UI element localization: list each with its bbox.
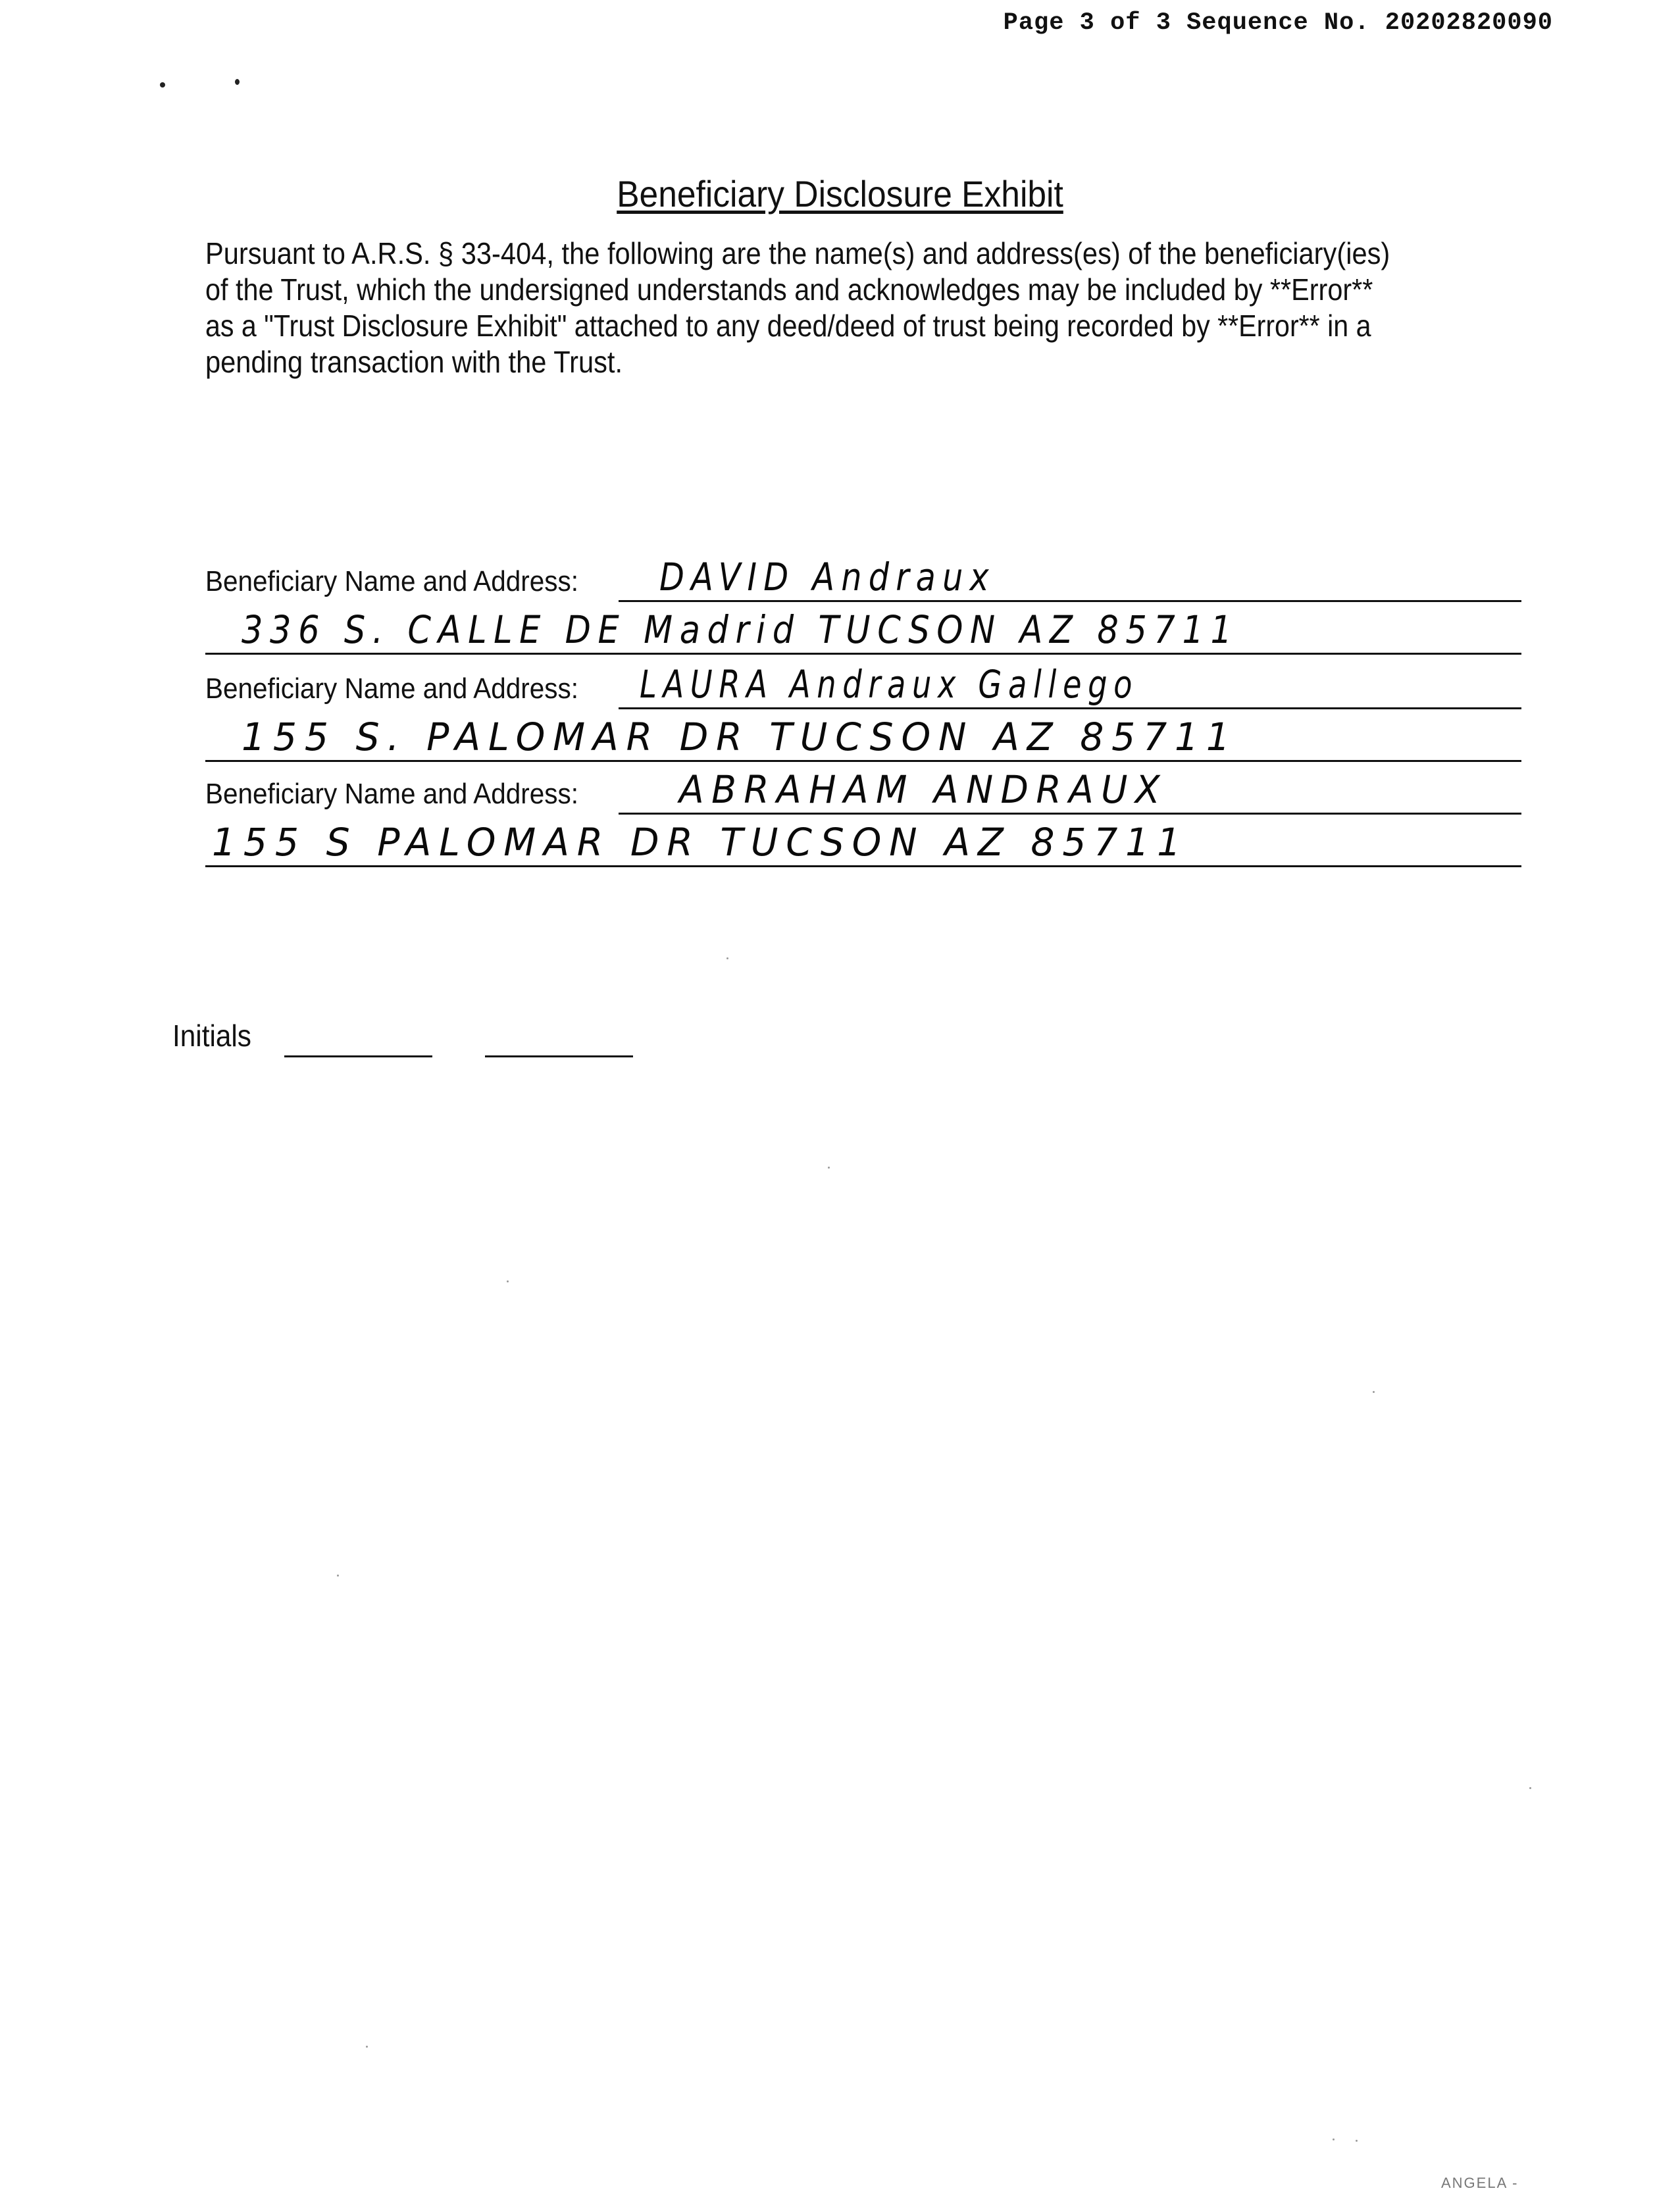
beneficiary-entry	[205, 556, 1521, 661]
scan-speck	[366, 2046, 368, 2048]
beneficiary-name-row	[205, 556, 1521, 602]
beneficiary-label: Beneficiary Name and Address:	[205, 778, 579, 810]
name-underline	[619, 600, 1521, 602]
beneficiary-label: Beneficiary Name and Address:	[205, 672, 579, 705]
paragraph-line: pending transaction with the Trust.	[205, 345, 623, 379]
initials-label: Initials	[172, 1019, 251, 1053]
address-underline	[205, 653, 1521, 655]
document-title: Beneficiary Disclosure Exhibit	[617, 173, 1063, 215]
address-underline	[205, 760, 1521, 762]
scan-speck	[507, 1280, 509, 1282]
scan-speck-mark	[235, 79, 240, 85]
paragraph-line: as a "Trust Disclosure Exhibit" attached to any deed/deed of trust being recorded by **Error** in a	[205, 309, 1371, 343]
disclosure-paragraph	[205, 236, 1561, 380]
scan-speck	[1529, 1787, 1531, 1789]
name-underline	[619, 707, 1521, 709]
scan-speck	[1356, 2140, 1358, 2142]
initials-blank-2[interactable]	[485, 1055, 633, 1057]
footer-code: ANGELA -	[1441, 2175, 1519, 2191]
page-sequence-header: Page 3 of 3 Sequence No. 20202820090	[1003, 9, 1553, 37]
paragraph-line: of the Trust, which the undersigned understands and acknowledges may be included by **Error**	[205, 272, 1373, 307]
beneficiary-entry	[205, 663, 1521, 769]
beneficiary-entry	[205, 769, 1521, 874]
beneficiary-address-handwritten: 155 S. PALOMAR DR TUCSON AZ 85711	[242, 715, 1238, 759]
beneficiary-label: Beneficiary Name and Address:	[205, 565, 579, 597]
initials-blank-1[interactable]	[284, 1055, 432, 1057]
address-underline	[205, 865, 1521, 867]
beneficiary-name-handwritten: LAURA Andraux Gallego	[640, 662, 1139, 707]
beneficiary-address-row	[205, 716, 1521, 762]
name-underline	[619, 813, 1521, 815]
beneficiary-name-row	[205, 769, 1521, 815]
scan-speck	[828, 1167, 830, 1169]
beneficiary-name-handwritten: DAVID Andraux	[659, 555, 996, 599]
paragraph-line: Pursuant to A.R.S. § 33-404, the following are the name(s) and address(es) of the beneficiary(ies)	[205, 236, 1390, 270]
scan-speck	[1333, 2138, 1335, 2140]
beneficiary-address-row	[205, 821, 1521, 867]
initials-section	[172, 1018, 659, 1057]
beneficiary-address-row	[205, 609, 1521, 655]
beneficiary-name-row	[205, 663, 1521, 709]
beneficiary-name-handwritten: ABRAHAM ANDRAUX	[679, 767, 1168, 812]
scan-speck-mark	[160, 82, 165, 88]
scan-speck	[1373, 1391, 1375, 1393]
beneficiary-address-handwritten: 155 S PALOMAR DR TUCSON AZ 85711	[212, 820, 1189, 865]
scan-speck	[726, 957, 728, 959]
beneficiary-address-handwritten: 336 S. CALLE DE Madrid TUCSON AZ 85711	[242, 607, 1239, 652]
scan-speck	[337, 1575, 339, 1577]
